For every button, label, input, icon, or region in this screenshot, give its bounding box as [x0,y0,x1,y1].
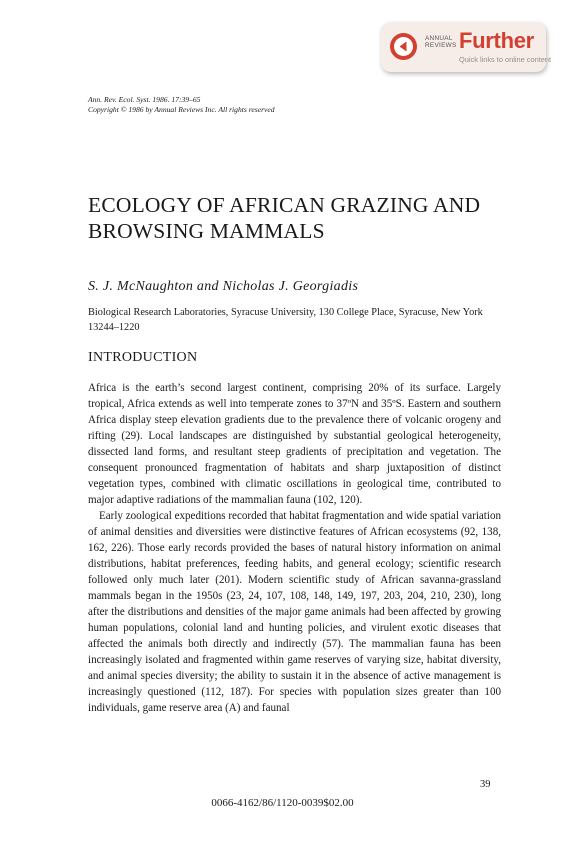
paragraph-2: Early zoological expeditions recorded that habitat fragmentation and wide spatial variation of animal densities and diversities were distinctive features of African ecosystems (92, 138, 162, 226). Those early records provided the bases of natural history information on animal distributions, habitat preferences, feeding habits, and general ecology; scientific research followed only much later (201). Modern scientific study of African savanna-grassland mammals began in the 1950s (23, 24, 107, 108, 148, 149, 197, 203, 204, 210, 230), long after the distributions and densities of the major game animals had been affected by growing human populations, colonial land and hunting policies, and virulent exotic diseases that affected the animals both directly and indirectly (57). The mammalian fauna has been increasingly isolated and fragmented within game reserves of varying size, habitat diversity, and animal species diversity; the ability to sustain it in the absence of active management is increasingly questioned (112, 187). For species with population sizes greater than 100 individuals, game reserve area (A) and faunal [88,510,501,714]
page-number: 39 [480,779,491,790]
paragraph-1: Africa is the earth’s second largest continent, comprising 20% of its surface. Largely tropical, Africa extends as well into temperate zones to 37ºN and 35ºS. Eastern and southern Africa display steep elevation gradients due to the prevalence there of volcanic orogeny and rifting (29). Local landscapes are distinguished by substantial geological heterogeneity, dissected land forms, and resultant steep gradients of precipitation and vegetation. The consequent pronounced fragmentation of habitats and sharp juxtaposition of distinct vegetation types, combined with climatic oscillations in geological time, contributed to major adaptive radiations of the mammalian fauna (102, 120). [88,382,501,506]
arrow-left-circle-icon [390,33,417,60]
further-badge[interactable] [381,22,552,72]
article-title: ECOLOGY OF AFRICAN GRAZING AND BROWSING MAMMALS [88,193,481,243]
citation [88,95,275,115]
authors: S. J. McNaughton and Nicholas J. Georgiadis [88,279,359,294]
brand-line-1: ANNUAL [425,35,453,42]
section-heading: INTRODUCTION [88,350,198,365]
further-title[interactable]: Further [459,28,534,53]
brand-line-2: REVIEWS [425,42,457,49]
citation-copyright: Copyright © 1986 by Annual Reviews Inc. All rights reserved [88,105,275,114]
citation-journal: Ann. Rev. Ecol. Syst. 1986. 17:39–65 [88,95,201,104]
further-subtitle: Quick links to online content [459,55,552,64]
annual-reviews-logo [425,35,457,49]
article-body [88,380,501,716]
affiliation: Biological Research Laboratories, Syracuse University, 130 College Place, Syracuse, New York 13244–1220 [88,307,483,333]
footer-code: 0066-4162/86/1120-0039$02.00 [211,797,354,809]
